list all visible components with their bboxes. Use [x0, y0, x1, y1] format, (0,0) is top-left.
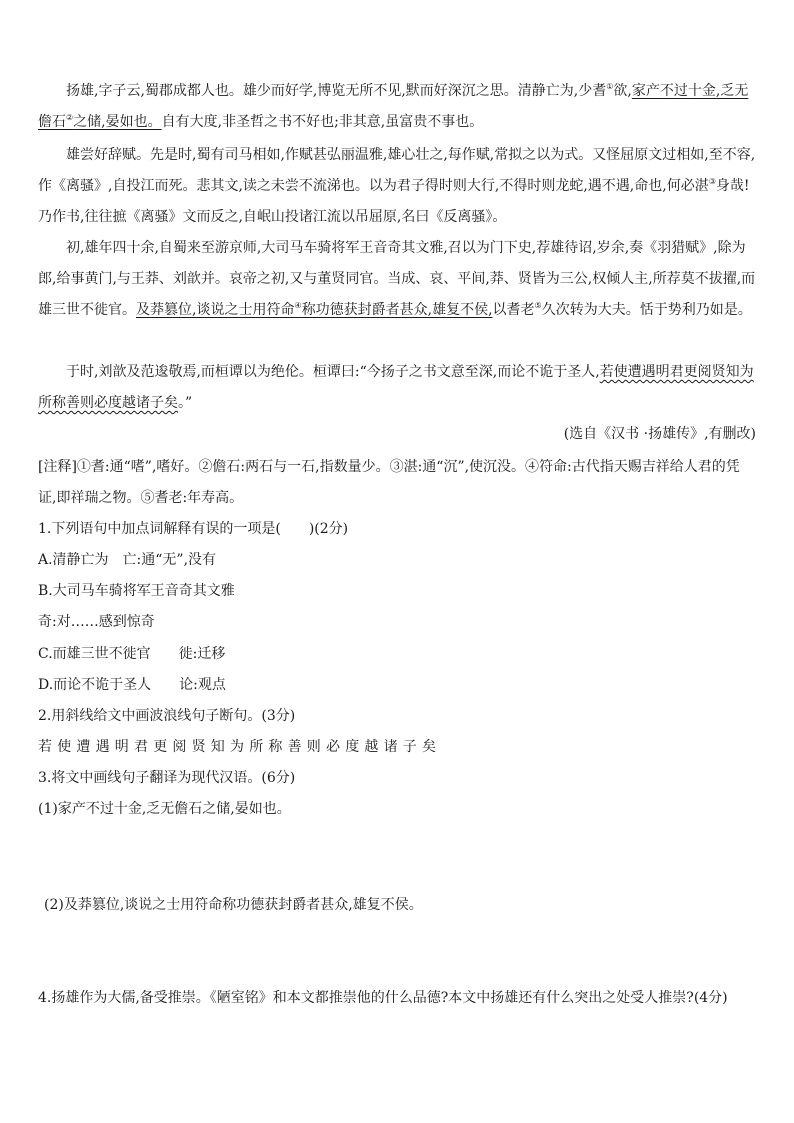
question-3-item-2: (2)及莽篡位,谈说之士用符命称功德获封爵者甚众,雄复不侯。 — [44, 897, 423, 913]
passage-paragraph-3 — [38, 233, 756, 326]
note-mark: ④ — [294, 301, 302, 310]
note-mark: ① — [606, 82, 614, 91]
note-mark: ③ — [708, 177, 716, 186]
question-4-stem: 4.扬雄作为大儒,备受推崇。《陋室铭》和本文都推崇他的什么品德?本文中扬雄还有什么突出之处受人推崇?(4分) — [38, 990, 728, 1006]
underlined-sentence-2: 及莽篡位,谈说之士用符命④称功德获封爵者甚众,雄复不侯, — [136, 301, 493, 318]
question-1-option-d: D.而论不诡于圣人 论:观点 — [38, 677, 226, 693]
text-run: 于时,刘歆及范逡敬焉,而桓谭以为绝伦。桓谭曰:“今扬子之书文意至深,而论不诡于圣人, — [66, 364, 600, 380]
question-1-option-b-gloss: 奇:对……感到惊奇 — [38, 614, 155, 630]
text-run: 雄尝好辞赋。先是时,蜀有司马相如,作赋甚弘丽温雅,雄心壮之,每作赋,常拟之以为式。又怪屈原文过相如,至不容,作《离骚》,自投江而死。悲其文,读之未尝不流涕也。以为君子得时则大行,不得时则龙蛇,遇不遇,命也,何必湛 — [38, 147, 756, 194]
text-run: 欲, — [613, 83, 632, 99]
passage-paragraph-1 — [38, 76, 756, 138]
text-run: 以耆老 — [492, 302, 535, 318]
text-run: 扬雄,字子云,蜀郡成都人也。雄少而好学,博览无所不见,默而好深沉之思。清静亡为,少耆 — [66, 83, 607, 99]
annotation-notes: [注释]①耆:通“嗜”,嗜好。②儋石:两石与一石,指数量少。③湛:通“沉”,使沉没。④符命:古代指天赐吉祥给人君的凭证,即祥瑞之物。⑤耆老:年寿高。 — [38, 459, 740, 506]
question-1-option-b: B.大司马车骑将军王音奇其文雅 — [38, 583, 235, 599]
question-1-option-a: A.清静亡为 亡:通“无”,没有 — [38, 552, 217, 568]
note-mark: ② — [66, 113, 74, 122]
note-mark: ⑤ — [534, 301, 542, 310]
question-1-stem: 1.下列语句中加点词解释有误的一项是( )(2分) — [38, 521, 349, 537]
underlined-sentence-1: 家产不过十金,乏无儋石②之储,晏如也。 — [38, 83, 749, 130]
question-3-item-1: (1)家产不过十金,乏无儋石之储,晏如也。 — [38, 801, 291, 817]
source-citation: (选自《汉书 ·扬雄传》,有删改) — [563, 426, 756, 442]
question-2-stem: 2.用斜线给文中画波浪线句子断句。(3分) — [38, 708, 296, 724]
question-3-stem: 3.将文中画线句子翻译为现代汉语。(6分) — [38, 770, 296, 786]
text-run: 久次转为大夫。恬于势利乃如是。 — [541, 302, 752, 318]
text-run: 初,雄年四十余,自蜀来至游京师,大司马车骑将军王音奇其文雅,召以为门下史,荐雄待诏,岁余,奏《羽猎赋》,除为郎,给事黄门,与王莽、刘歆并。哀帝之初,又与董贤同官。当成、哀、平间,莽、贤皆为三公,权倾人主,所荐莫不拔擢,而雄三世不徙官。 — [38, 240, 756, 318]
question-2-sentence: 若使遭遇明君更阅贤知为所称善则必度越诸子矣 — [38, 739, 442, 755]
passage-paragraph-4 — [38, 357, 756, 419]
text-run: 。” — [178, 395, 193, 411]
text-run: 自有大度,非圣哲之书不好也;非其意,虽富贵不事也。 — [161, 114, 484, 130]
passage-paragraph-2 — [38, 140, 756, 233]
text-run: 身哉!乃作书,往往摭《离骚》文而反之,自岷山投诸江流以吊屈原,名曰《反离骚》。 — [38, 178, 750, 225]
question-1-option-c: C.而雄三世不徙官 徙:迁移 — [38, 646, 226, 662]
wavy-underlined-sentence: 若使遭遇明君更阅贤知为所称善则必度越诸子矣 — [38, 364, 754, 411]
